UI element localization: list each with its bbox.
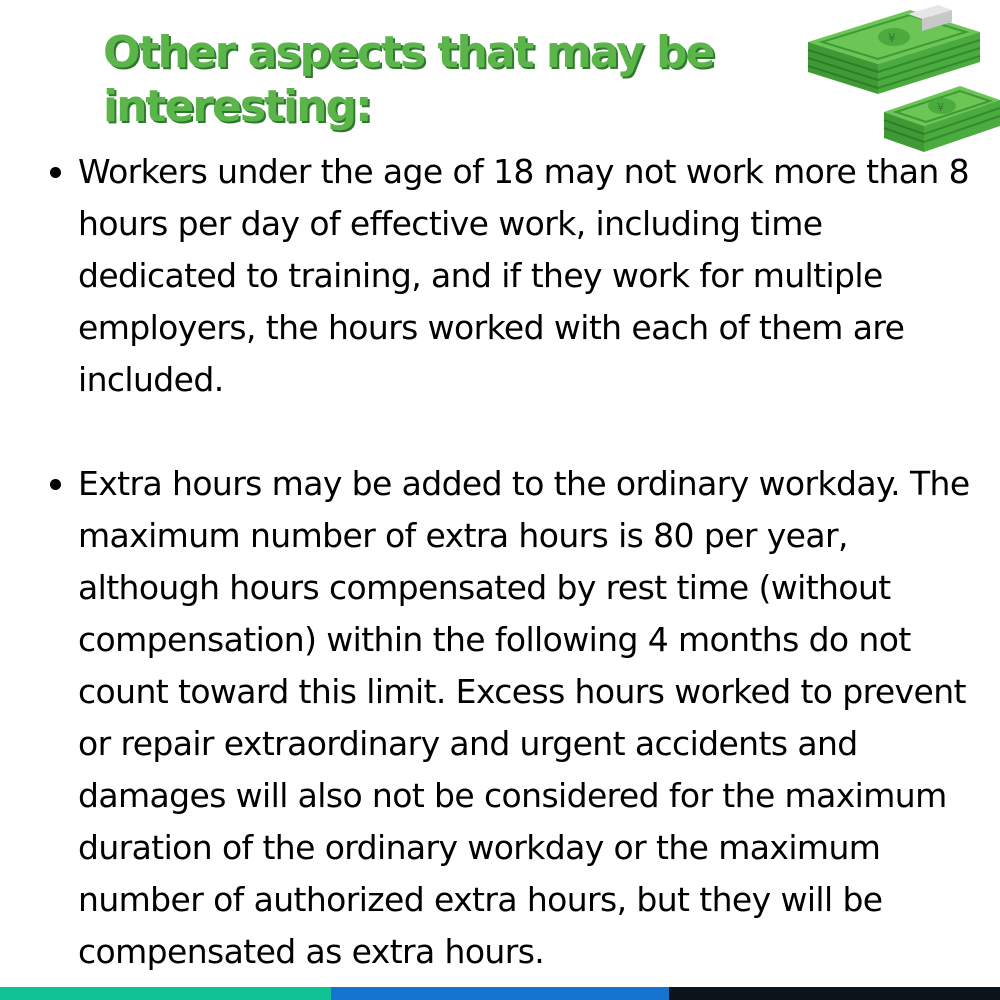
back-bill-stack bbox=[808, 5, 980, 94]
svg-text:¥: ¥ bbox=[888, 31, 896, 45]
list-item bbox=[50, 146, 975, 406]
bullet-dot bbox=[50, 167, 61, 178]
list-item bbox=[50, 458, 975, 978]
front-bill-stack bbox=[884, 86, 1000, 152]
money-stack-icon bbox=[800, 2, 1000, 157]
footer-color-bar bbox=[0, 987, 1000, 1000]
list-item-text: Extra hours may be added to the ordinary workday. The maximum number of extra hours is 80 per year, although hours compensated by rest time (without compensation) within the following 4 months do not count toward this limit. Excess hours worked to prevent or repair extraordinary and urgent accidents and damages will also not be considered for the maximum duration of the ordinary workday or the maximum number of authorized extra hours, but they will be compensated as extra hours. bbox=[78, 464, 970, 971]
page-title: Other aspects that may be interesting: bbox=[103, 27, 714, 132]
svg-text:¥: ¥ bbox=[937, 101, 944, 114]
list-item-text: Workers under the age of 18 may not work more than 8 hours per day of effective work, including time dedicated to training, and if they work for multiple employers, the hours worked with each of them are included. bbox=[78, 152, 969, 399]
bullet-dot bbox=[50, 479, 61, 490]
footer-bar-segment-dark bbox=[669, 987, 1000, 1000]
footer-bar-segment-teal bbox=[0, 987, 331, 1000]
bullet-list bbox=[50, 146, 975, 978]
footer-bar-segment-blue bbox=[331, 987, 669, 1000]
